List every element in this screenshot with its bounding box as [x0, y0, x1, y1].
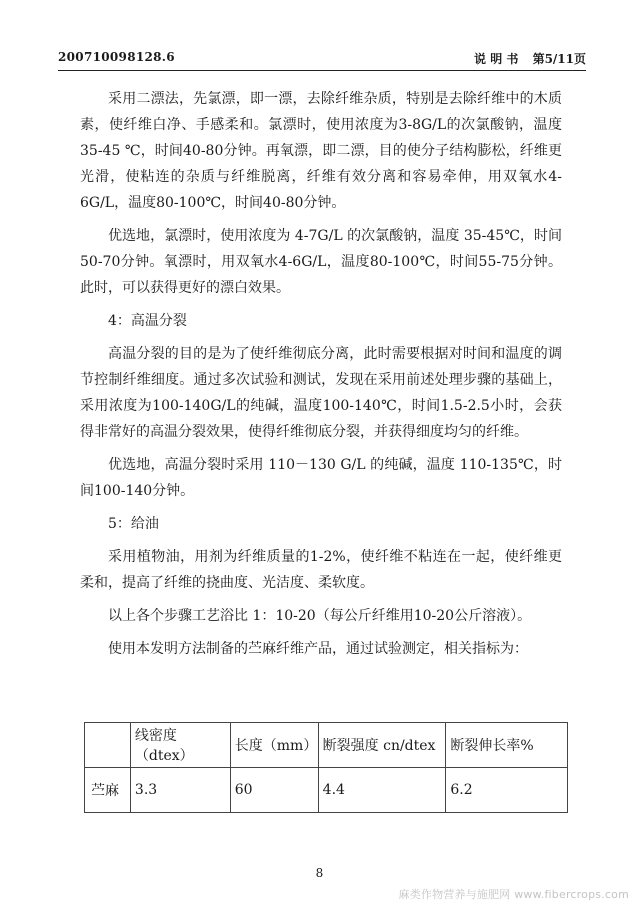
table-header-cell: 长度（mm） — [230, 723, 318, 768]
page-number: 8 — [315, 866, 324, 880]
table-cell: 3.3 — [130, 768, 230, 813]
paragraph-bleaching-method: 采用二漂法，先氯漂，即一漂，去除纤维杂质，特别是去除纤维中的木质素，使纤维白净、手感柔和。氯漂时，使用浓度为3-8G/L的次氯酸钠，温度35-45 ℃，时间40-80分钟。再氧漂，即二漂，目的使分子结构膨松，纤维更光滑，使粘连的杂质与纤维脱离，纤维有效分离和容易牵伸，用双氧水4-6G/L，温度80-100℃，时间40-80分钟。 — [80, 91, 562, 211]
table-row-label: 苎麻 — [85, 768, 131, 813]
paragraph-bleaching-preferred: 优选地，氯漂时，使用浓度为 4-7G/L 的次氯酸钠，温度 35-45℃，时间50-70分钟。氧漂时，用双氧水4-6G/L，温度80-100℃，时间55-75分钟。此时，可以获得更好的漂白效果。 — [80, 228, 562, 296]
paragraph-oiling: 采用植物油，用剂为纤维质量的1-2%，使纤维不粘连在一起，使纤维更柔和，提高了纤维的挠曲度、光洁度、柔软度。 — [80, 549, 562, 591]
table-header-cell: 断裂伸长率% — [446, 723, 568, 768]
header-divider — [58, 70, 586, 71]
table-cell: 6.2 — [446, 768, 568, 813]
document-body — [80, 86, 562, 662]
table-cell: 4.4 — [318, 768, 446, 813]
page-header — [58, 44, 586, 66]
page-reference: 第5/11页 — [532, 52, 586, 66]
section-heading-oiling: 5：给油 — [108, 516, 159, 532]
table-cell: 60 — [230, 768, 318, 813]
table-header-cell — [85, 723, 131, 768]
table-row — [85, 768, 568, 813]
section-heading-high-temp-splitting: 4：高温分裂 — [108, 313, 187, 329]
table-header-cell: 线密度（dtex） — [130, 723, 230, 768]
header-right — [464, 50, 586, 67]
paragraph-bath-ratio: 以上各个步骤工艺浴比 1：10-20（每公斤纤维用10-20公斤溶液）。 — [108, 608, 532, 624]
paragraph-test-results-intro: 使用本发明方法制备的苎麻纤维产品，通过试验测定，相关指标为： — [108, 641, 528, 657]
fiber-properties-table — [84, 722, 568, 813]
paragraph-high-temp-splitting: 高温分裂的目的是为了使纤维彻底分离，此时需要根据对时间和温度的调节控制纤维细度。通过多次试验和测试，发现在采用前述处理步骤的基础上，采用浓度为100-140G/L的纯碱，温度100-140℃，时间1.5-2.5小时，会获得非常好的高温分裂效果，使得纤维彻底分裂，并获得细度均匀的纤维。 — [80, 346, 562, 440]
paragraph-splitting-preferred: 优选地，高温分裂时采用 110－130 G/L 的纯碱，温度 110-135℃，时间100-140分钟。 — [80, 457, 562, 499]
document-type-label: 说 明 书 — [474, 52, 519, 66]
table-header-row — [85, 723, 568, 768]
table-header-cell: 断裂强度 cn/dtex — [318, 723, 446, 768]
patent-application-number: 200710098128.6 — [58, 50, 175, 64]
site-watermark: 麻类作物营养与施肥网 www.fibercrops.com — [398, 888, 629, 901]
